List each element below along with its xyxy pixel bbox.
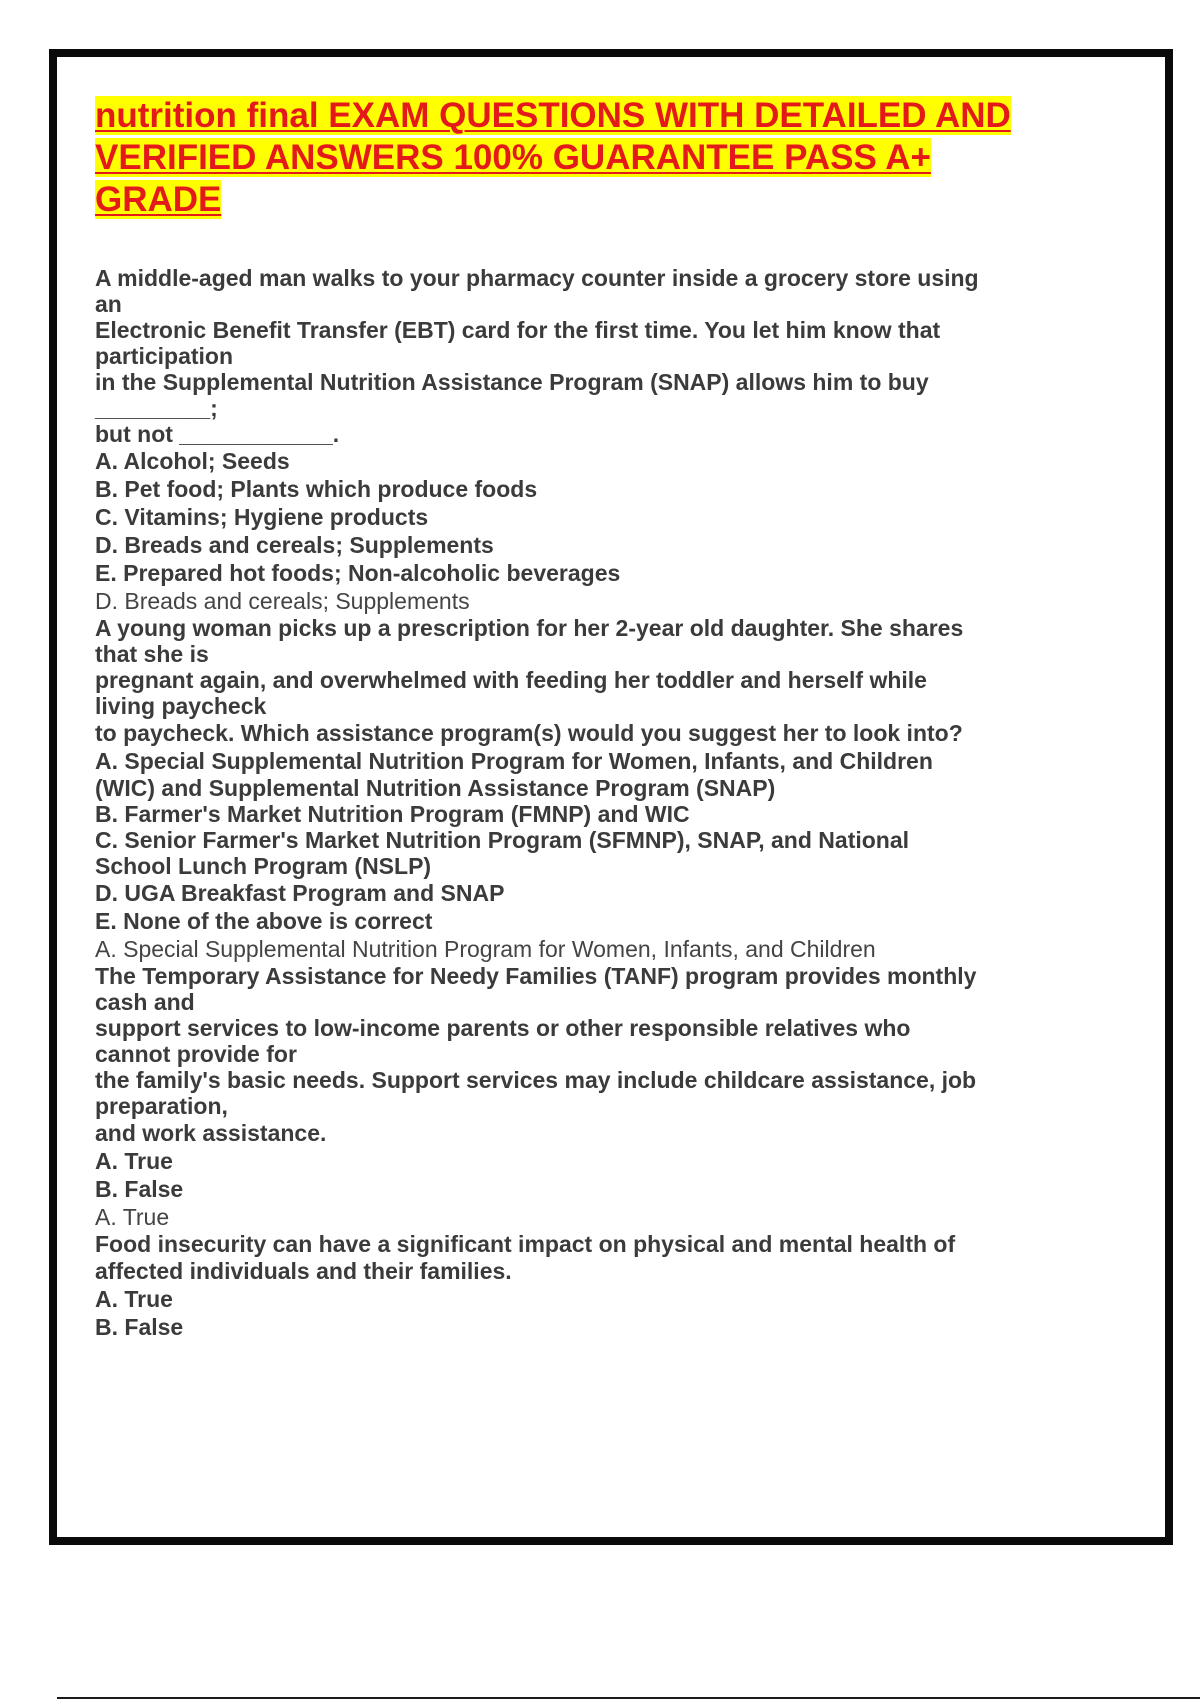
question-stem-line: preparation, [95, 1093, 228, 1119]
question-stem-line: participation [95, 343, 234, 369]
question-stem-line: the family's basic needs. Support services may include childcare assistance, job [95, 1067, 977, 1093]
question-stem-line: _________; [95, 395, 218, 421]
answer-option: D. Breads and cereals; Supplements [95, 532, 494, 558]
answer-option: D. UGA Breakfast Program and SNAP [95, 880, 505, 906]
answer-option: B. Pet food; Plants which produce foods [95, 476, 538, 502]
answer-option: School Lunch Program (NSLP) [95, 853, 432, 879]
answer-option: B. Farmer's Market Nutrition Program (FMNP) and WIC [95, 801, 690, 827]
bottom-rule [57, 1697, 1200, 1699]
question-stem-line: and work assistance. [95, 1120, 327, 1146]
answer-option: A. Special Supplemental Nutrition Program for Women, Infants, and Children [95, 748, 933, 774]
question-stem-line: cash and [95, 989, 195, 1015]
answer-option: (WIC) and Supplemental Nutrition Assistance Program (SNAP) [95, 775, 776, 801]
question-stem-line: cannot provide for [95, 1041, 297, 1067]
question-stem-line: Electronic Benefit Transfer (EBT) card for the first time. You let him know that [95, 317, 941, 343]
document-title-text: nutrition final EXAM QUESTIONS WITH DETAILED AND VERIFIED ANSWERS 100% GUARANTEE PASS A+ GRADE [95, 96, 1011, 219]
answer-option: C. Vitamins; Hygiene products [95, 504, 429, 530]
question-stem-line: to paycheck. Which assistance program(s) would you suggest her to look into? [95, 720, 963, 746]
correct-answer: A. Special Supplemental Nutrition Program for Women, Infants, and Children [95, 936, 876, 962]
question-stem-line: A middle-aged man walks to your pharmacy counter inside a grocery store using [95, 265, 979, 291]
answer-option: A. True [95, 1148, 173, 1174]
document-title [95, 95, 1035, 221]
question-stem-line: A young woman picks up a prescription for her 2-year old daughter. She shares [95, 615, 964, 641]
question-stem-line: Food insecurity can have a significant impact on physical and mental health of [95, 1231, 956, 1257]
question-1 [95, 265, 1035, 615]
question-stem-line: in the Supplemental Nutrition Assistance Program (SNAP) allows him to buy [95, 369, 929, 395]
answer-option: B. False [95, 1314, 184, 1340]
answer-option: E. None of the above is correct [95, 908, 433, 934]
correct-answer: A. True [95, 1204, 170, 1230]
question-stem-line: an [95, 291, 122, 317]
question-4 [95, 1231, 1035, 1341]
question-stem-line: living paycheck [95, 693, 267, 719]
question-2 [95, 615, 1035, 963]
answer-option: A. Alcohol; Seeds [95, 448, 290, 474]
question-3 [95, 963, 1035, 1231]
correct-answer: D. Breads and cereals; Supplements [95, 588, 470, 614]
question-stem-line: affected individuals and their families. [95, 1258, 512, 1284]
question-stem-line: The Temporary Assistance for Needy Families (TANF) program provides monthly [95, 963, 977, 989]
document-content [95, 95, 1035, 1341]
answer-option: C. Senior Farmer's Market Nutrition Program (SFMNP), SNAP, and National [95, 827, 910, 853]
question-stem-line: support services to low-income parents or other responsible relatives who [95, 1015, 911, 1041]
question-stem-line: that she is [95, 641, 209, 667]
answer-option: B. False [95, 1176, 184, 1202]
answer-option: A. True [95, 1286, 173, 1312]
question-stem-line: but not ____________. [95, 421, 340, 447]
answer-option: E. Prepared hot foods; Non-alcoholic beverages [95, 560, 621, 586]
question-stem-line: pregnant again, and overwhelmed with feeding her toddler and herself while [95, 667, 927, 693]
